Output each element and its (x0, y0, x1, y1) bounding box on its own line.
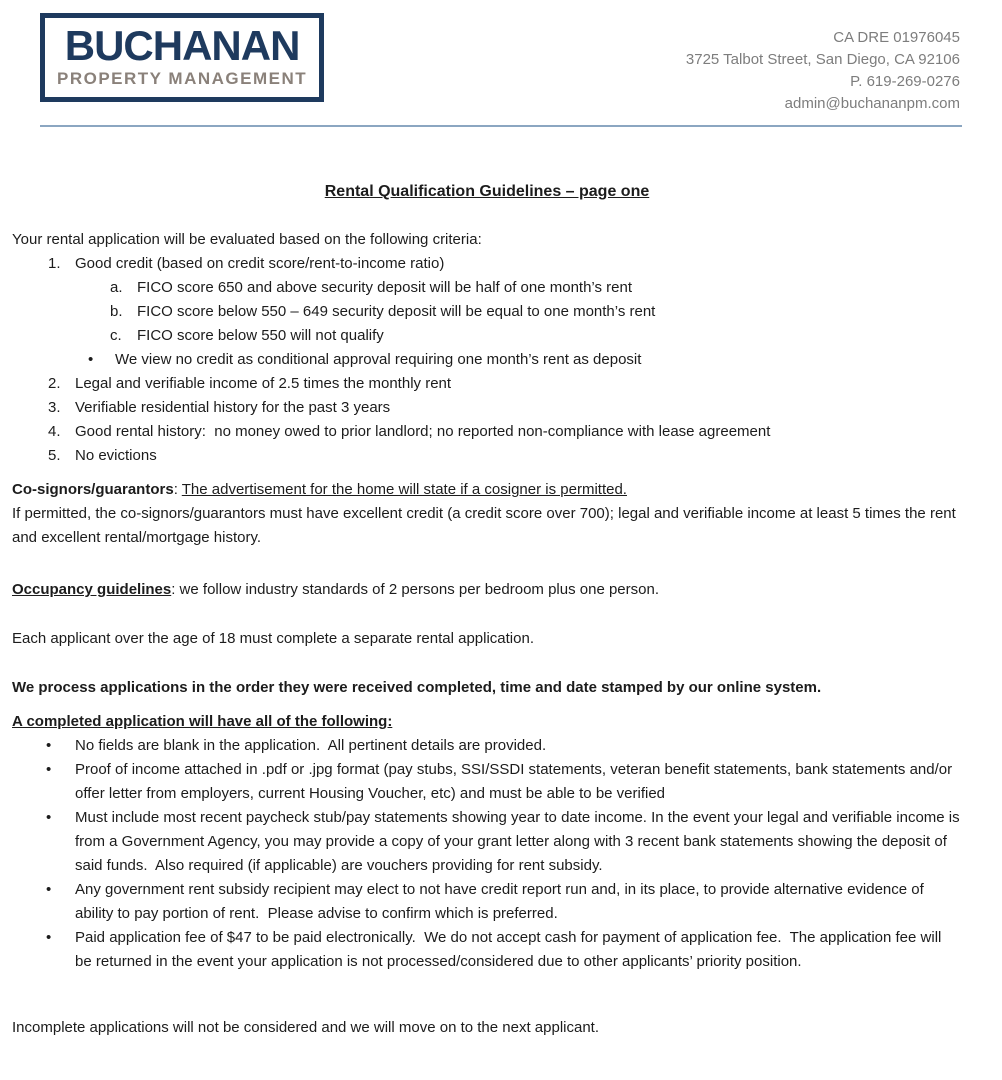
list-number: 1. (48, 255, 61, 272)
contact-line-phone: P. 619-269-0276 (850, 73, 960, 90)
letterhead (0, 0, 1002, 129)
occupancy-label: Occupancy guidelines (12, 581, 172, 598)
list-letter: c. (110, 327, 122, 344)
cosigner-paragraph (12, 478, 962, 550)
bullet-icon: • (46, 929, 52, 946)
criteria-item-4: 4. Good rental history: no money owed to prior landlord; no reported non-compliance with lease agreement (12, 420, 962, 444)
list-number: 2. (48, 375, 61, 392)
contact-info (686, 27, 960, 115)
contact-line-email: admin@buchananpm.com (784, 95, 960, 112)
completed-application-heading: A completed application will have all of the following: (12, 713, 393, 730)
cosigner-label: Co-signors/guarantors (12, 481, 174, 498)
completed-requirements-list (12, 734, 962, 974)
requirement-recent-paycheck: • Must include most recent paycheck stub/pay statements showing year to date income. In the event your legal and verifiable income is from a Government Agency, you may provide a copy of your grant letter along with 3 recent bank statements showing the deposit of said funds. Also required (if applicable) are vouchers providing for rent subsidy. (12, 806, 962, 878)
no-credit-bullet: • We view no credit as conditional approval requiring one month’s rent as deposit (12, 348, 962, 372)
intro-paragraph: Your rental application will be evaluated based on the following criteria: (12, 231, 482, 248)
fico-sub-item-a: a. FICO score 650 and above security deposit will be half of one month’s rent (12, 276, 962, 300)
list-number: 3. (48, 399, 61, 416)
page-title-text: Rental Qualification Guidelines – page one (324, 183, 650, 200)
bullet-icon: • (88, 351, 94, 368)
list-number: 5. (48, 447, 61, 464)
bullet-icon: • (46, 761, 52, 778)
criteria-item-2: 2. Legal and verifiable income of 2.5 times the monthly rent (12, 372, 962, 396)
header-divider (40, 125, 962, 127)
list-letter: a. (110, 279, 123, 296)
bullet-icon: • (46, 809, 52, 826)
document-body (0, 180, 1002, 1040)
requirement-application-fee: • Paid application fee of $47 to be paid electronically. We do not accept cash for payment of application fee. The application fee will be returned in the event your application is not processed/considered due to other applicants’ priority position. (12, 926, 962, 974)
requirement-no-blank-fields: • No fields are blank in the application. All pertinent details are provided. (12, 734, 962, 758)
criteria-item-1: 1. Good credit (based on credit score/rent-to-income ratio) (12, 252, 962, 276)
fico-sub-item-b: b. FICO score below 550 – 649 security deposit will be equal to one month’s rent (12, 300, 962, 324)
incomplete-note: Incomplete applications will not be considered and we will move on to the next applicant. (12, 1019, 600, 1036)
bullet-icon: • (46, 881, 52, 898)
bullet-icon: • (46, 737, 52, 754)
criteria-item-3: 3. Verifiable residential history for the past 3 years (12, 396, 962, 420)
requirement-rent-subsidy-option: • Any government rent subsidy recipient may elect to not have credit report run and, in its place, to provide alternative evidence of ability to pay portion of rent. Please advise to confirm which is preferred. (12, 878, 962, 926)
fico-sub-item-c: c. FICO score below 550 will not qualify (12, 324, 962, 348)
requirement-proof-of-income: • Proof of income attached in .pdf or .jpg format (pay stubs, SSI/SSDI statements, veteran benefit statements, bank statements and/or offer letter from employers, current Housing Voucher, etc) and must be able to be verified (12, 758, 962, 806)
contact-line-address: 3725 Talbot Street, San Diego, CA 92106 (685, 51, 960, 68)
logo-text-primary: BUCHANAN (64, 22, 300, 69)
separate-application-paragraph: Each applicant over the age of 18 must complete a separate rental application. (12, 630, 534, 647)
processing-order-paragraph: We process applications in the order they were received completed, time and date stamped by our online system. (12, 679, 822, 696)
cosigner-lead-line: Co-signors/guarantors: The advertisement for the home will state if a cosigner is permitted. (12, 481, 627, 498)
occupancy-paragraph: Occupancy guidelines: we follow industry standards of 2 persons per bedroom plus one person. (12, 581, 659, 598)
page-title (12, 180, 962, 204)
cosigner-body: If permitted, the co-signors/guarantors must have excellent credit (a credit score over 700); legal and verifiable income at least 5 times the rent and excellent rental/mortgage history. (12, 505, 960, 546)
list-letter: b. (110, 303, 123, 320)
company-logo (40, 13, 324, 102)
logo-text-secondary: PROPERTY MANAGEMENT (57, 69, 308, 88)
cosigner-underlined-statement: The advertisement for the home will state if a cosigner is permitted. (181, 481, 627, 498)
contact-line-dre: CA DRE 01976045 (833, 29, 960, 46)
list-number: 4. (48, 423, 61, 440)
criteria-list (12, 252, 962, 468)
criteria-item-5: 5. No evictions (12, 444, 962, 468)
